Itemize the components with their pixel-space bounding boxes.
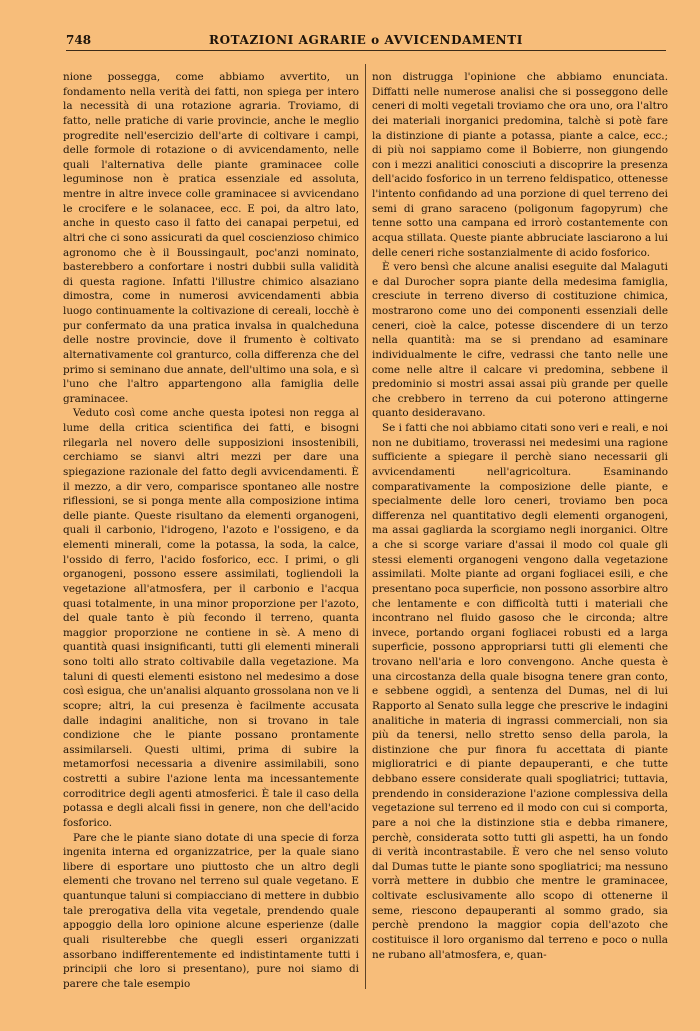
running-title: ROTAZIONI AGRARIE o AVVICENDAMENTI: [209, 33, 523, 47]
header-rule: [66, 50, 666, 51]
column-divider: [365, 64, 366, 989]
paragraph: È vero bensì che alcune analisi eseguite dal Malaguti e dal Durocher sopra piante della medesima famiglia, cresciute in terreno diverso di costituzione chimica, mostrarono come uno dei componenti essenziali delle ceneri, cioè la calce, potesse discendere di un terzo nella quantità: ma se si prendano ad esaminare individualmente le cifre, vedrassi che tanto nelle une come nelle altre il calcare vi predomina, sebbene il predominio si mostri assai assai più grande per quelle che crebbero in terreno da cui poterono attingerne quanto desideravano.: [372, 261, 668, 420]
page-header: [66, 33, 666, 53]
paragraph: Veduto così come anche questa ipotesi non regga al lume della critica scientifica dei fatti, e bisogni rilegarla nel novero delle supposizioni insostenibili, cerchiamo se sianvi altri mezzi per dare una spiegazione razionale del fatto degli avvicendamenti. È il mezzo, a dir vero, comparisce spontaneo alle nostre riflessioni, se si ponga mente alla composizione intima delle piante. Queste risultano da elementi organogeni, quali il carbonio, l'idrogeno, l'azoto e l'ossigeno, e da elementi minerali, come la potassa, la soda, la calce, l'ossido di ferro, l'acido fosforico, ecc. I primi, o gli organogeni, possono essere assimilati, togliendoli la vegetazione all'atmosfera, per il carbonio e l'acqua quasi totalmente, in una minor proporzione per l'azoto, del quale tanto è più fecondo il terreno, quanta maggior proporzione ne contiene in sè. A meno di quantità quasi insignificanti, tutti gli elementi minerali sono tolti allo strato coltivabile dalla vegetazione. Ma taluni di questi elementi esistono nel medesimo a dose così esigua, che un'analisi alquanto grossolana non ve li scopre; altri, la cui presenza è facilmente accusata dalle indagini analitiche, non si trovano in tale condizione che le piante possano prontamente assimilarseli. Questi ultimi, prima di subire la metamorfosi necessaria a divenire assimilabili, sono costretti a subire l'azione lenta ma incessantemente corroditrice degli agenti atmosferici. È tale il caso della potassa e degli alcali fissi in genere, non che dell'acido fosforico.: [63, 407, 359, 829]
paragraph: Se i fatti che noi abbiamo citati sono veri e reali, e noi non ne dubitiamo, troverassi nei medesimi una ragione sufficiente a spiegare il perchè siano necessarii gli avvicendamenti nell'agricoltura. Esaminando comparativamente la composizione delle piante, e specialmente delle loro ceneri, troviamo ben poca differenza nel quantitativo degli elementi organogeni, ma assai gagliarda la scorgiamo negli inorganici. Oltre a che si scorge variare d'assai il modo col quale gli stessi elementi organogeni vengono dalla vegetazione assimilati. Molte piante ad organi fogliacei esili, e che presentano poca superficie, non possono assorbire altro che lentamente e con difficoltà tutti i materiali che incontrano nel fluido gasoso che le circonda; altre invece, portando organi fogliacei robusti ed a larga superficie, possono appropriarsi tutti gli elementi che trovano nell'aria e loro convengono. Anche questa è una circostanza della quale bisogna tenere gran conto, e sebbene oggidì, a sentenza del Dumas, nel di lui Rapporto al Senato sulla legge che prescrive le indagini analitiche in materia di ingrassi commerciali, non sia più da tenersi, nello stretto senso della parola, la distinzione che pur finora fu accettata di piante miglioratrici e di piante depauperanti, e che tutte debbano essere considerate quali spogliatrici; tuttavia, prendendo in considerazione l'azione complessiva della vegetazione sul terreno ed il modo con cui si comporta, pare a noi che la distinzione stia e debba rimanere, perchè, considerata sotto tutti gli aspetti, ha un fondo di verità incontrastabile. È vero che nel senso voluto dal Dumas tutte le piante sono spogliatrici; ma nessuno vorrà mettere in dubbio che mentre le graminacee, coltivate esclusivamente allo scopo di ottenerne il seme, riescono depauperanti al sommo grado, sia perchè prendono la maggior copia dell'azoto che costituisce il loro organismo dal terreno e poco o nulla ne rubano all'atmosfera, e, quan-: [372, 422, 668, 961]
paragraph: non distrugga l'opinione che abbiamo enunciata. Diffatti nelle numerose analisi che si posseggono delle ceneri di molti vegetali troviamo che ora uno, ora l'altro dei materiali inorganici predomina, talchè si potè fare la distinzione di piante a potassa, piante a calce, ecc.; di più noi sappiamo come il Bobierre, non giungendo con i mezzi analitici conosciuti a discoprire la presenza dell'acido fosforico in un terreno feldispatico, ottenesse l'intento confidando ad una porzione di quel terreno dei semi di grano saraceno (poligonum fagopyrum) che tenne sotto una campana ed irrorò costantemente con acqua stillata. Queste piante abbruciate lasciarono a lui delle ceneri riche sostanzialmente di acido fosforico.: [372, 71, 668, 259]
left-column: [63, 70, 359, 990]
paragraph: Pare che le piante siano dotate di una specie di forza ingenita interna ed organizzatrice, per la quale siano libere di esportare uno piuttosto che un altro degli elementi che trovano nel terreno sul quale vegetano. E quantunque taluni si compiacciano di mettere in dubbio tale prerogativa della vita vegetale, prendendo quale appoggio della loro opinione alcune esperienze (dalle quali risulterebbe che quegli esseri organizzati assorbano indifferentemente ed indistintamente tutti i principii che loro si presentano), pure noi siamo di parere che tale esempio: [63, 831, 359, 990]
paragraph: nione possegga, come abbiamo avvertito, un fondamento nella verità dei fatti, non spiega per intero la necessità di una rotazione agraria. Troviamo, di fatto, nelle pratiche di varie provincie, anche le meglio progredite nell'esercizio dell'arte di coltivare i campi, delle formole di rotazione o di avvicendamento, nelle quali l'alternativa delle piante graminacee colle leguminose non è pratica essenziale ed assoluta, mentre in altre invece colle graminacee si avvicendano le crocifere e le solanacee, ecc. E poi, da altro lato, anche in questo caso il fatto dei canapai perpetui, ed altri che ci sono assicurati da quel coscienzioso chimico agronomo che è il Boussingault, poc'anzi nominato, basterebbero a confortare i nostri dubbii sulla validità di questa ragione. Infatti l'illustre chimico alsaziano dimostra, come in numerosi avvicendamenti abbia luogo continuamente la coltivazione di cereali, locchè è pur confermato da una pratica invalsa in qualcheduna delle nostre provincie, dove il frumento è coltivato alternativamente col granturco, colla differenza che del primo si seminano due annate, dell'ultimo una sola, e sì l'uno che l'altro appartengono alla famiglia delle graminacee.: [63, 71, 359, 405]
page-number: 748: [66, 33, 92, 47]
right-column: [372, 70, 668, 990]
